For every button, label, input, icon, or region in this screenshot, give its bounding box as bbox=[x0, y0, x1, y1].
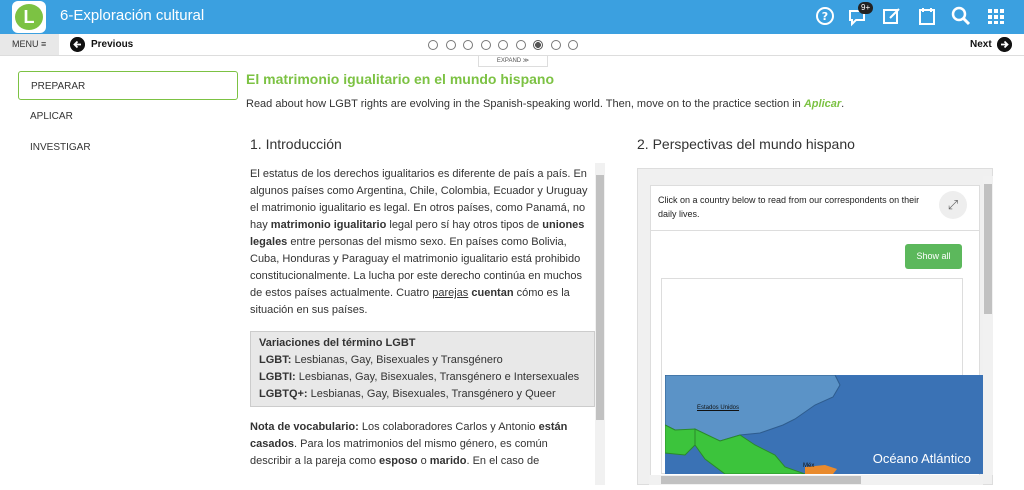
section-title-introduccion: 1. Introducción bbox=[250, 136, 342, 152]
page-indicator bbox=[428, 40, 586, 50]
page-title: El matrimonio igualitario en el mundo hispano bbox=[246, 71, 555, 87]
section-title-perspectivas: 2. Perspectivas del mundo hispano bbox=[637, 136, 855, 152]
next-button[interactable]: Next bbox=[970, 39, 992, 50]
map-label-estados-unidos[interactable]: Estados Unidos bbox=[697, 405, 740, 411]
intro-paragraph: El estatus de los derechos igualitarios es diferente de país a país. En algunos países como Argentina, Chile, Colombia, Ecuador y Uruguay el matrimonio igualitario es legal. En otros países, como Panamá, no hay matrimonio igualitario legal pero sí hay otros tipos de uniones legales entre personas del mismo sexo. En países como Bolivia, Cuba, Honduras y Paraguay el matrimonio igualitario está prohibido constitucionalmente. La lucha por este derecho continúa en muchos de estos países actualmente. Cuatro parejas cuentan cómo es la situación en sus países. bbox=[250, 168, 588, 316]
svg-text:?: ? bbox=[821, 10, 829, 23]
page-dot[interactable] bbox=[568, 40, 578, 50]
country-map[interactable] bbox=[665, 375, 983, 474]
map-label-small[interactable]: Méx bbox=[803, 463, 815, 469]
sidebar-item-aplicar[interactable]: APLICAR bbox=[30, 111, 73, 122]
logo-letter: L bbox=[15, 4, 43, 30]
page-dot[interactable] bbox=[481, 40, 491, 50]
grid-icon[interactable] bbox=[985, 5, 1007, 27]
calendar-icon[interactable] bbox=[916, 5, 938, 27]
page-dot[interactable] bbox=[498, 40, 508, 50]
arrow-left-icon[interactable] bbox=[70, 37, 85, 52]
top-bar bbox=[0, 0, 1024, 34]
page-dot[interactable] bbox=[463, 40, 473, 50]
app-title: 6-Exploración cultural bbox=[60, 7, 205, 24]
intro-text: Read about how LGBT rights are evolving in the Spanish-speaking world. Then, move on to the practice section in Aplicar. bbox=[246, 98, 845, 110]
show-all-button[interactable]: Show all bbox=[905, 244, 962, 269]
expand-toggle[interactable]: EXPAND ≫ bbox=[478, 56, 548, 67]
page-dot-current[interactable] bbox=[533, 40, 543, 50]
page-dot[interactable] bbox=[428, 40, 438, 50]
nav-bar bbox=[0, 34, 1024, 56]
vocab-link-parejas[interactable]: parejas bbox=[432, 287, 469, 299]
map-label-ocean: Océano Atlántico bbox=[872, 451, 971, 466]
sidebar-item-preparar[interactable]: PREPARAR bbox=[18, 71, 238, 100]
introduccion-content bbox=[250, 163, 595, 485]
app-logo[interactable] bbox=[12, 1, 46, 33]
page-dot[interactable] bbox=[551, 40, 561, 50]
notification-badge: 9+ bbox=[858, 2, 873, 14]
perspectivas-hscrollbar[interactable] bbox=[649, 475, 983, 485]
perspectivas-scrollbar[interactable] bbox=[983, 176, 993, 475]
search-icon[interactable] bbox=[950, 5, 972, 27]
vocab-note: Nota de vocabulario: Los colaboradores Carlos y Antonio están casados. Para los matrimonios del mismo género, es común describir a la pareja como esposo o marido. En el caso de bbox=[250, 421, 568, 467]
aplicar-link[interactable]: Aplicar bbox=[803, 98, 842, 110]
previous-button[interactable]: Previous bbox=[91, 39, 134, 50]
introduccion-scrollbar[interactable] bbox=[595, 163, 605, 485]
fullscreen-expand-icon[interactable]: ⤢ bbox=[939, 191, 967, 219]
lgbt-variations-box: Variaciones del término LGBT LGBT: Lesbianas, Gay, Bisexuales y Transgénero LGBTI: Lesbianas, Gay, Bisexuales, Transgénero e Intersexuales LGBTQ+: Lesbianas, Gay, Bisexuales, Transgénero y Queer bbox=[250, 331, 595, 407]
sidebar-item-investigar[interactable]: INVESTIGAR bbox=[30, 142, 91, 153]
menu-button[interactable]: MENU ≡ bbox=[0, 34, 59, 55]
page-dot[interactable] bbox=[516, 40, 526, 50]
edit-icon[interactable] bbox=[881, 5, 903, 27]
page-dot[interactable] bbox=[446, 40, 456, 50]
help-icon[interactable] bbox=[814, 5, 836, 27]
arrow-right-icon[interactable] bbox=[997, 37, 1012, 52]
map-instruction: Click on a country below to read from our correspondents on their daily lives. bbox=[658, 195, 920, 219]
box-title: Variaciones del término LGBT bbox=[259, 337, 416, 349]
